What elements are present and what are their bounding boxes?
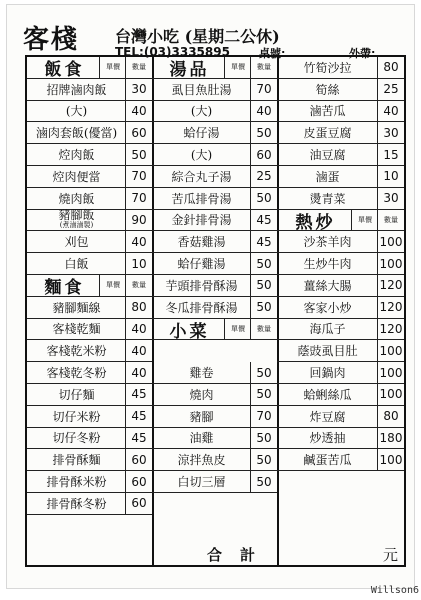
menu-item-name: 白切三層 bbox=[177, 475, 226, 490]
menu-item-price: 30 bbox=[377, 188, 404, 209]
menu-item-name: 涼拌魚皮 bbox=[177, 453, 226, 468]
menu-item-name: (大) bbox=[190, 104, 213, 119]
price-column-header: 單價 bbox=[224, 57, 251, 78]
menu-item-price: 50 bbox=[250, 384, 277, 405]
qty-column-header: 數量 bbox=[250, 319, 277, 340]
menu-column-2 bbox=[152, 57, 279, 565]
shop-subtitle: 台灣小吃 (星期二公休) bbox=[115, 27, 280, 46]
menu-item-row bbox=[27, 428, 152, 450]
menu-item-row bbox=[27, 122, 152, 144]
price-column-header: 單價 bbox=[99, 275, 126, 296]
menu-item-price: 180 bbox=[377, 428, 404, 449]
menu-item-name: 豬腳麵線 bbox=[52, 300, 101, 315]
menu-item-name: 金針排骨湯 bbox=[171, 213, 232, 228]
menu-item-price: 50 bbox=[125, 144, 152, 165]
menu-item-note: (煮滷滷製) bbox=[59, 220, 94, 229]
menu-item-name: 滷肉套飯(優當) bbox=[35, 126, 118, 141]
menu-item-price: 70 bbox=[125, 166, 152, 187]
menu-item-name: 蛤仔湯 bbox=[183, 126, 220, 141]
menu-item-row bbox=[152, 188, 277, 210]
menu-item-name: 招牌滷肉飯 bbox=[46, 82, 107, 97]
menu-item-price: 25 bbox=[377, 79, 404, 100]
menu-item-name: 沙茶羊肉 bbox=[303, 235, 352, 250]
menu-item-name: 燒肉飯 bbox=[58, 191, 95, 206]
menu-item-price: 60 bbox=[125, 493, 152, 514]
menu-item-price: 100 bbox=[377, 253, 404, 274]
menu-item-name: 海瓜子 bbox=[309, 322, 346, 337]
menu-item-price: 60 bbox=[125, 122, 152, 143]
menu-item-row bbox=[152, 144, 277, 166]
menu-item-name: 油雞 bbox=[189, 431, 214, 446]
menu-item-name: 刈包 bbox=[64, 235, 89, 250]
menu-item-price: 40 bbox=[125, 231, 152, 252]
menu-item-price: 80 bbox=[377, 406, 404, 427]
menu-item-row bbox=[152, 362, 277, 384]
menu-item-price: 25 bbox=[250, 166, 277, 187]
menu-item-name: 炒透抽 bbox=[309, 431, 346, 446]
menu-item-price: 45 bbox=[125, 406, 152, 427]
menu-item-price: 100 bbox=[377, 384, 404, 405]
menu-item-price: 50 bbox=[250, 449, 277, 470]
menu-item-price: 50 bbox=[250, 253, 277, 274]
menu-item-name: 虱目魚肚湯 bbox=[171, 82, 232, 97]
menu-item-name: 切仔麵 bbox=[58, 387, 95, 402]
menu-item-price: 120 bbox=[377, 297, 404, 318]
menu-item-row bbox=[27, 471, 152, 493]
menu-item-price: 30 bbox=[377, 122, 404, 143]
menu-item-row bbox=[27, 384, 152, 406]
menu-item-price: 100 bbox=[377, 340, 404, 361]
menu-item-row bbox=[27, 207, 152, 232]
menu-item-name: 生炒牛肉 bbox=[303, 257, 352, 272]
menu-item-name: 綜合丸子湯 bbox=[171, 169, 232, 184]
menu-item-price: 50 bbox=[250, 297, 277, 318]
menu-item-name: 客棧乾冬粉 bbox=[46, 366, 107, 381]
phone-number: TEL:(03)3335895 bbox=[115, 45, 230, 59]
price-column-header: 單價 bbox=[351, 210, 378, 231]
menu-item-name: 切仔米粉 bbox=[52, 409, 101, 424]
menu-column-1 bbox=[27, 57, 154, 565]
menu-item-row bbox=[152, 231, 277, 253]
qty-column-header: 數量 bbox=[125, 57, 152, 78]
menu-item-row bbox=[277, 79, 404, 101]
menu-item-name: 苦瓜排骨湯 bbox=[171, 191, 232, 206]
menu-item-row bbox=[152, 122, 277, 144]
section-title: 小菜 bbox=[169, 321, 210, 342]
menu-item-name: 排骨酥冬粉 bbox=[46, 496, 107, 511]
menu-item-price: 10 bbox=[125, 253, 152, 274]
price-column-header: 單價 bbox=[99, 57, 126, 78]
menu-item-price: 15 bbox=[377, 144, 404, 165]
menu-item-row bbox=[277, 319, 404, 341]
shop-name: 客棧 bbox=[23, 25, 80, 55]
section-title: 飯食 bbox=[44, 59, 85, 80]
menu-item-row bbox=[152, 297, 277, 319]
menu-item-name: 炸豆腐 bbox=[309, 409, 346, 424]
menu-item-row bbox=[152, 428, 277, 450]
menu-item-name: 燙青菜 bbox=[309, 191, 346, 206]
menu-item-price: 80 bbox=[377, 57, 404, 78]
menu-item-name: 竹筍沙拉 bbox=[303, 60, 352, 75]
menu-item-price: 100 bbox=[377, 362, 404, 383]
menu-item-row bbox=[27, 79, 152, 101]
menu-item-name: 蛤仔雞湯 bbox=[177, 257, 226, 272]
menu-item-row bbox=[152, 210, 277, 232]
qty-column-header: 數量 bbox=[250, 57, 277, 78]
menu-item-name: 薑絲大腸 bbox=[303, 278, 352, 293]
menu-item-name: 豬腳 bbox=[189, 409, 214, 424]
menu-item-name: 滷蛋 bbox=[315, 169, 340, 184]
menu-item-price: 50 bbox=[250, 471, 277, 492]
menu-item-row bbox=[27, 406, 152, 428]
menu-item-row bbox=[27, 144, 152, 166]
menu-item-row bbox=[277, 253, 404, 275]
menu-item-name: 香菇雞湯 bbox=[177, 235, 226, 250]
menu-item-name: 蛤蜊絲瓜 bbox=[303, 387, 352, 402]
menu-item-row bbox=[152, 406, 277, 428]
menu-item-name: 芋頭排骨酥湯 bbox=[165, 278, 238, 293]
menu-item-name: 鹹蛋苦瓜 bbox=[303, 453, 352, 468]
menu-item-row bbox=[277, 406, 404, 428]
menu-item-price: 40 bbox=[125, 362, 152, 383]
menu-item-price: 40 bbox=[125, 101, 152, 122]
menu-item-name: 焢肉飯 bbox=[58, 148, 95, 163]
menu-item-row bbox=[27, 319, 152, 341]
menu-item-price: 60 bbox=[250, 144, 277, 165]
section-title: 麵食 bbox=[44, 277, 85, 298]
menu-item-row bbox=[277, 428, 404, 450]
menu-item-row bbox=[152, 275, 277, 297]
menu-item-price: 40 bbox=[377, 101, 404, 122]
menu-item-name: 雞卷 bbox=[189, 366, 214, 381]
menu-item-row bbox=[277, 101, 404, 123]
menu-item-name: (大) bbox=[190, 148, 213, 163]
menu-item-row bbox=[27, 297, 152, 319]
menu-item-row bbox=[277, 384, 404, 406]
watermark: Willson6 bbox=[370, 585, 419, 596]
takeout-label: 外帶: bbox=[349, 47, 376, 60]
menu-item-row bbox=[277, 449, 404, 471]
menu-item-price: 100 bbox=[377, 231, 404, 252]
menu-item-row bbox=[27, 362, 152, 384]
menu-item-name: 切仔冬粉 bbox=[52, 431, 101, 446]
menu-item-name: 排骨酥麵 bbox=[52, 453, 101, 468]
menu-item-name: 排骨酥米粉 bbox=[46, 475, 107, 490]
menu-item-price: 45 bbox=[125, 428, 152, 449]
menu-item-name: 滷苦瓜 bbox=[309, 104, 346, 119]
section-header bbox=[27, 57, 152, 79]
section-header bbox=[277, 210, 404, 232]
menu-item-row bbox=[27, 493, 152, 515]
menu-item-row bbox=[152, 253, 277, 275]
menu-item-price: 40 bbox=[250, 101, 277, 122]
total-row bbox=[152, 543, 406, 565]
menu-item-row bbox=[27, 166, 152, 188]
menu-item-price: 50 bbox=[250, 362, 277, 383]
menu-item-row bbox=[152, 384, 277, 406]
menu-column-3 bbox=[277, 57, 404, 565]
menu-item-name: 白飯 bbox=[64, 257, 89, 272]
menu-item-row bbox=[27, 188, 152, 210]
menu-item-name: 冬瓜排骨酥湯 bbox=[165, 300, 238, 315]
menu-item-row bbox=[277, 57, 404, 79]
qty-column-header: 數量 bbox=[125, 275, 152, 296]
menu-item-row bbox=[27, 340, 152, 362]
menu-item-row bbox=[277, 340, 404, 362]
menu-item-row bbox=[277, 166, 404, 188]
menu-item-price: 80 bbox=[125, 297, 152, 318]
section-header bbox=[152, 57, 277, 79]
menu-item-price: 10 bbox=[377, 166, 404, 187]
menu-item-row bbox=[27, 253, 152, 275]
menu-item-name: 客棧乾米粉 bbox=[46, 344, 107, 359]
menu-item-row bbox=[277, 144, 404, 166]
menu-item-price: 45 bbox=[125, 384, 152, 405]
menu-item-price: 60 bbox=[125, 471, 152, 492]
menu-item-price: 45 bbox=[250, 210, 277, 231]
menu-item-price: 70 bbox=[125, 188, 152, 209]
menu-item-name: 油豆腐 bbox=[309, 148, 346, 163]
menu-item-name: 回鍋肉 bbox=[309, 366, 346, 381]
menu-item-price: 70 bbox=[250, 79, 277, 100]
total-unit: 元 bbox=[382, 545, 398, 564]
section-title: 湯品 bbox=[169, 59, 210, 80]
menu-item-row bbox=[277, 122, 404, 144]
section-header bbox=[27, 275, 152, 297]
menu-item-row bbox=[27, 101, 152, 123]
menu-item-row bbox=[152, 471, 277, 493]
qty-column-header: 數量 bbox=[377, 210, 404, 231]
table-number-label: 桌號: bbox=[259, 47, 286, 60]
menu-item-price: 40 bbox=[125, 340, 152, 361]
menu-item-row bbox=[152, 449, 277, 471]
menu-item-price: 100 bbox=[377, 449, 404, 470]
menu-item-price: 50 bbox=[250, 275, 277, 296]
section-header bbox=[152, 319, 277, 341]
total-label: 合計 bbox=[207, 545, 274, 564]
menu-item-price: 90 bbox=[125, 210, 152, 231]
menu-item-price: 120 bbox=[377, 319, 404, 340]
menu-item-row bbox=[277, 275, 404, 297]
menu-item-price: 50 bbox=[250, 122, 277, 143]
menu-item-price: 50 bbox=[250, 428, 277, 449]
menu-item-name: 客家小炒 bbox=[303, 300, 352, 315]
menu-item-name: 皮蛋豆腐 bbox=[303, 126, 352, 141]
menu-item-row bbox=[277, 188, 404, 210]
menu-item-name: 焢肉便當 bbox=[52, 169, 101, 184]
menu-item-price: 45 bbox=[250, 231, 277, 252]
menu-item-name: 蔭豉虱目肚 bbox=[297, 344, 358, 359]
menu-item-price: 70 bbox=[250, 406, 277, 427]
menu-item-name: (大) bbox=[65, 104, 88, 119]
menu-item-price: 30 bbox=[125, 79, 152, 100]
price-column-header: 單價 bbox=[224, 319, 251, 340]
menu-item-row bbox=[152, 79, 277, 101]
menu-item-price: 120 bbox=[377, 275, 404, 296]
menu-item-name: 筍絲 bbox=[315, 82, 340, 97]
menu-item-name: 燒肉 bbox=[189, 387, 214, 402]
menu-item-name: 客棧乾麵 bbox=[52, 322, 101, 337]
menu-item-row bbox=[152, 101, 277, 123]
menu-item-row bbox=[152, 166, 277, 188]
menu-item-price: 50 bbox=[250, 188, 277, 209]
menu-item-row bbox=[27, 231, 152, 253]
menu-item-row bbox=[277, 297, 404, 319]
menu-item-row bbox=[27, 449, 152, 471]
menu-item-row bbox=[277, 362, 404, 384]
menu-item-name: 豬腳飯 (煮滷滷製) bbox=[58, 207, 95, 229]
menu-item-price: 40 bbox=[125, 319, 152, 340]
menu-item-row bbox=[277, 231, 404, 253]
menu-item-price: 60 bbox=[125, 449, 152, 470]
menu-grid bbox=[25, 55, 406, 567]
section-title: 熱炒 bbox=[295, 212, 336, 233]
